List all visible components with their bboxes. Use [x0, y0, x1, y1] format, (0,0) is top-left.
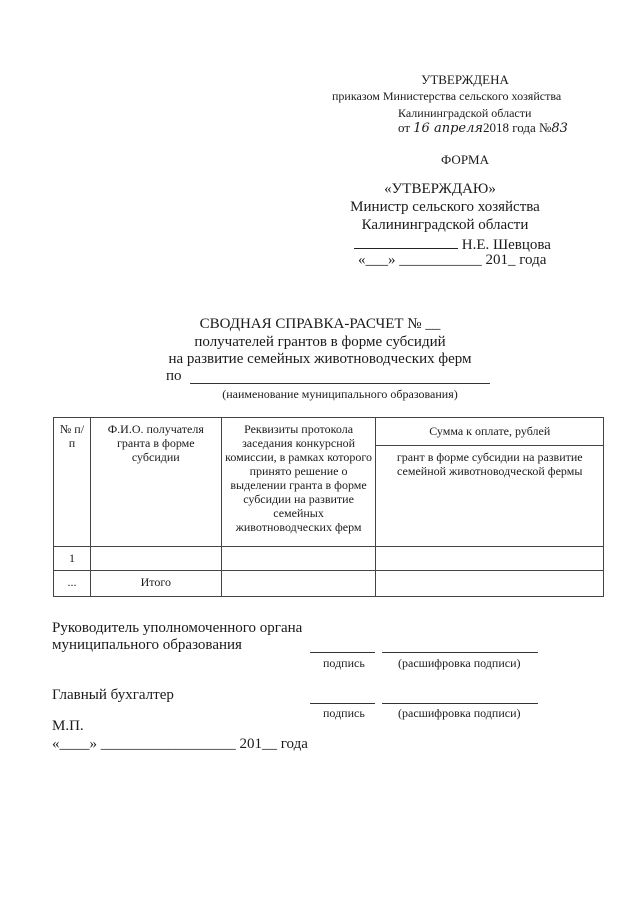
row2-sum	[376, 571, 604, 597]
approve-signature-name: Н.Е. Шевцова	[461, 237, 551, 253]
header-sum-sub: грант в форме субсидии на развитие семейной животноводческой фермы	[376, 445, 604, 546]
head-sign-caption: подпись	[323, 656, 365, 670]
approval-date-handwritten: 16 апреля	[413, 121, 483, 136]
row1-protocol	[221, 547, 376, 571]
header-sum: Сумма к оплате, рублей	[376, 418, 604, 446]
signature-blank	[354, 234, 458, 249]
row2-num: ...	[54, 571, 91, 597]
approve-line2: Калининградской области	[361, 217, 529, 233]
approval-title: УТВЕРЖДЕНА	[421, 72, 509, 87]
bottom-date-line: «____» __________________ 201__ года	[52, 736, 308, 752]
approval-line1: приказом Министерства сельского хозяйства	[332, 89, 562, 103]
approval-line2: Калининградской области	[398, 106, 532, 120]
acc-decode-caption: (расшифровка подписи)	[398, 706, 521, 720]
head-decode-caption: (расшифровка подписи)	[398, 656, 521, 670]
header-protocol: Реквизиты протокола заседания конкурсной комиссии, в рамках которого принято решение о выделении гранта в форме субсидии на развитие семейных животноводческих ферм	[221, 418, 376, 547]
approval-date-suffix: 2018 года №	[482, 120, 552, 135]
summary-table	[53, 417, 604, 597]
header-name: Ф.И.О. получателя гранта в форме субсидии	[90, 418, 221, 547]
stamp-label: М.П.	[52, 718, 84, 734]
approve-line1: Министр сельского хозяйства	[350, 199, 540, 215]
form-label: ФОРМА	[441, 152, 489, 167]
head-line1: Руководитель уполномоченного органа	[52, 620, 303, 636]
row2-protocol	[221, 571, 376, 597]
row1-sum	[376, 547, 604, 571]
head-line2: муниципального образования	[52, 637, 242, 653]
approval-date-line	[398, 120, 568, 136]
head-sign-line	[310, 652, 375, 653]
heading-by-prefix: по	[166, 368, 182, 384]
head-decode-line	[382, 652, 538, 653]
accountant-label: Главный бухгалтер	[52, 687, 174, 703]
heading-by-caption: (наименование муниципального образования)	[222, 387, 458, 401]
header-num: № п/п	[54, 418, 91, 547]
table-row	[54, 571, 604, 597]
row1-num: 1	[54, 547, 91, 571]
heading-title: СВОДНАЯ СПРАВКА-РАСЧЕТ № __	[199, 316, 441, 332]
municipality-underline	[190, 383, 490, 384]
approve-signature-line	[354, 234, 551, 254]
table-row	[54, 547, 604, 571]
row1-name	[90, 547, 221, 571]
approval-number-handwritten: 83	[551, 121, 568, 136]
approve-date-line: «___» ___________ 201_ года	[358, 252, 547, 268]
heading-line3: на развитие семейных животноводческих ферм	[168, 351, 472, 367]
acc-sign-caption: подпись	[323, 706, 365, 720]
heading-line2: получателей грантов в форме субсидий	[194, 334, 446, 350]
acc-decode-line	[382, 703, 538, 704]
approve-title: «УТВЕРЖДАЮ»	[384, 181, 496, 197]
acc-sign-line	[310, 703, 375, 704]
table-header-row	[54, 418, 604, 446]
approval-date-prefix: от	[398, 120, 411, 135]
row2-label: Итого	[90, 571, 221, 597]
